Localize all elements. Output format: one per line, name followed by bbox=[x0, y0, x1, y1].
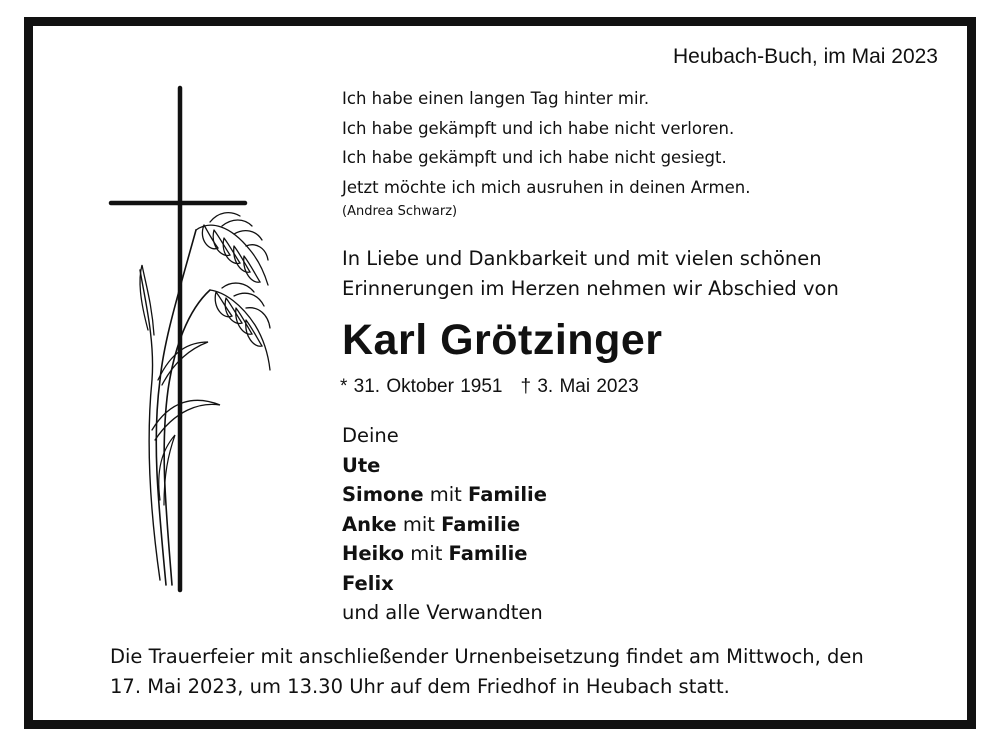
birth-date: * 31. Oktober 1951 bbox=[340, 376, 503, 397]
intro-line: Erinnerungen im Herzen nehmen wir Abschied von bbox=[342, 277, 839, 300]
place-date: Heubach-Buch, im Mai 2023 bbox=[673, 45, 938, 68]
poem-author: (Andrea Schwarz) bbox=[342, 204, 458, 219]
poem bbox=[342, 84, 750, 222]
poem-line: Jetzt möchte ich mich ausruhen in deinen Armen. bbox=[342, 177, 751, 197]
ceremony-notice bbox=[110, 642, 864, 702]
intro-line: In Liebe und Dankbarkeit und mit vielen schönen bbox=[342, 247, 822, 270]
death-date: † 3. Mai 2023 bbox=[520, 376, 639, 397]
family-member: Felix bbox=[342, 571, 394, 595]
life-dates bbox=[340, 376, 639, 398]
family-connector: mit bbox=[402, 512, 435, 536]
ceremony-line: Die Trauerfeier mit anschließender Urnenbeisetzung findet am Mittwoch, den bbox=[110, 645, 864, 668]
family-member: Anke bbox=[342, 512, 397, 536]
family-suffix: Familie bbox=[441, 512, 521, 536]
poem-line: Ich habe gekämpft und ich habe nicht gesiegt. bbox=[342, 148, 727, 167]
poem-line: Ich habe einen langen Tag hinter mir. bbox=[342, 89, 650, 108]
family-connector: mit bbox=[410, 542, 443, 565]
family-salutation: Deine bbox=[342, 424, 399, 447]
family-suffix: Familie bbox=[448, 542, 528, 565]
ceremony-line: 17. Mai 2023, um 13.30 Uhr auf dem Friedhof in Heubach statt. bbox=[110, 675, 730, 698]
family-member: Heiko bbox=[342, 542, 405, 565]
farewell-intro bbox=[342, 244, 839, 304]
family-member: Ute bbox=[342, 453, 381, 477]
cross-with-wheat-icon bbox=[100, 80, 290, 600]
family-relatives: und alle Verwandten bbox=[342, 601, 543, 624]
family-connector: mit bbox=[429, 483, 462, 506]
family-list bbox=[342, 421, 547, 628]
poem-line: Ich habe gekämpft und ich habe nicht verloren. bbox=[342, 118, 735, 138]
family-member: Simone bbox=[342, 483, 424, 506]
family-suffix: Familie bbox=[468, 483, 547, 506]
deceased-name: Karl Grötzinger bbox=[342, 316, 663, 364]
